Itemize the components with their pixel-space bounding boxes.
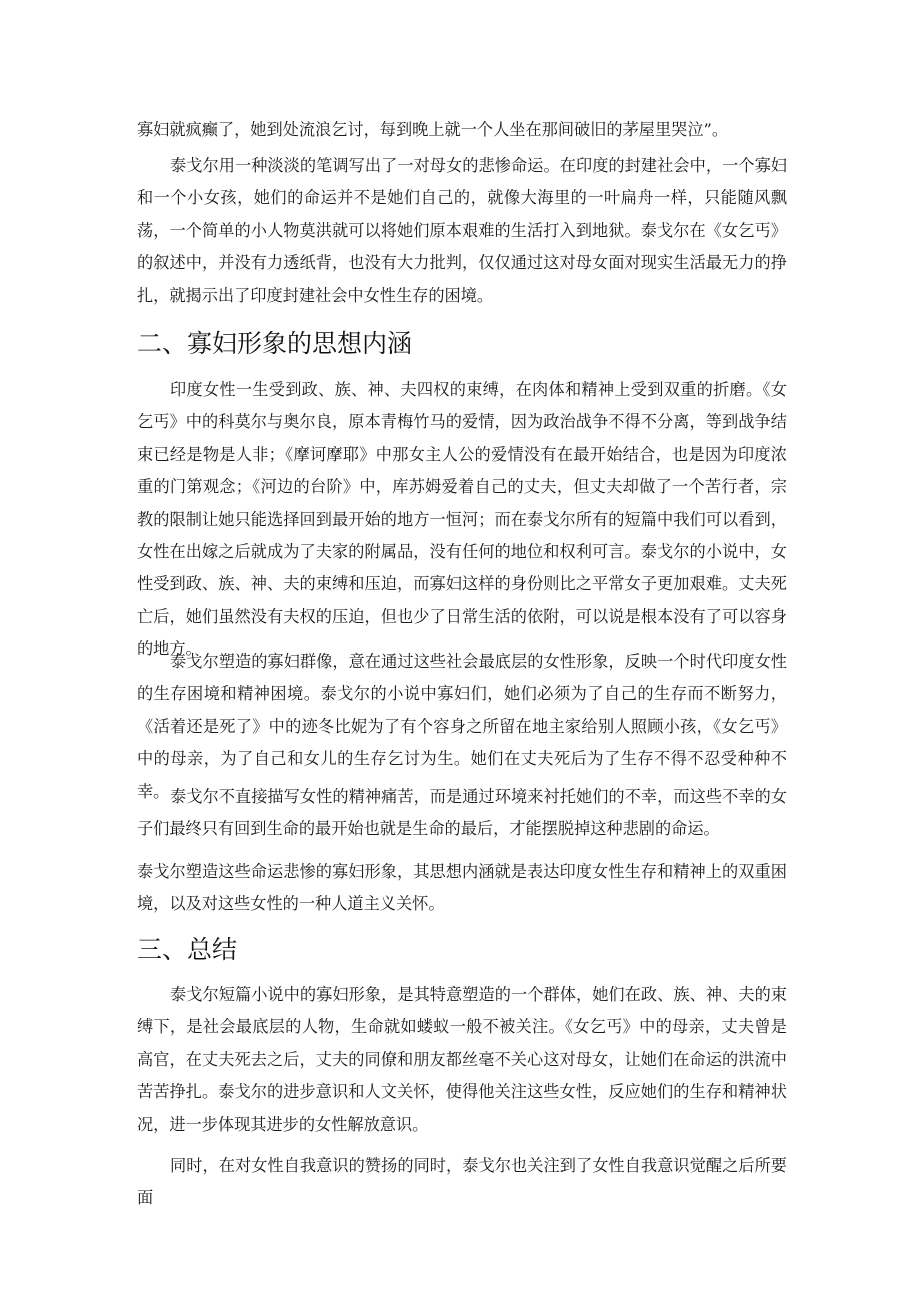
section-heading-widow-image: 二、寡妇形象的思想内涵 (137, 329, 413, 358)
paragraph-widow-group: 泰戈尔塑造的寡妇群像，意在通过这些社会最底层的女性形象，反映一个时代印度女性的生存困境和精神困境。泰戈尔的小说中寡妇们，她们必须为了自己的生存而不断努力，《活着还是死了》中的迹冬比妮为了有个容身之所留在地主家给别人照顾小孩，《女乞丐》中的母亲，为了自己和女儿的生存乞讨为生。她们在丈夫死后为了生存不得不忍受种种不幸。 (137, 652, 787, 801)
section-heading-summary: 三、总结 (137, 935, 238, 964)
paragraph-environment-contrast: 泰戈尔不直接描写女性的精神痛苦，而是通过环境来衬托她们的不幸，而这些不幸的女子们最终只有回到生命的最开始也就是生命的最后，才能摆脱掉这种悲剧的命运。 (137, 787, 787, 839)
paragraph-self-awareness: 同时，在对女性自我意识的赞扬的同时，泰戈尔也关注到了女性自我意识觉醒之后所要面 (137, 1156, 787, 1208)
paragraph-four-powers: 印度女性一生受到政、族、神、夫四权的束缚，在肉体和精神上受到双重的折磨。《女乞丐》中的科莫尔与奥尔良，原本青梅竹马的爱情，因为政治战争不得不分离，等到战争结束已经是物是人非；《摩诃摩耶》中那女主人公的爱情没有在最开始结合，也是因为印度浓重的门第观念；《河边的台阶》中，库苏姆爱着自己的丈夫，但丈夫却做了一个苦行者，宗教的限制让她只能选择回到最开始的地方一恒河；而在泰戈尔所有的短篇中我们可以看到，女性在出嫁之后就成为了夫家的附属品，没有任何的地位和权利可言。泰戈尔的小说中，女性受到政、族、神、夫的束缚和压迫，而寡妇这样的身份则比之平常女子更加艰难。丈夫死亡后，她们虽然没有夫权的压迫，但也少了日常生活的依附，可以说是根本没有了可以容身的地方。 (137, 380, 787, 659)
paragraph-mother-daughter-fate: 泰戈尔用一种淡淡的笔调写出了一对母女的悲惨命运。在印度的封建社会中，一个寡妇和一个小女孩，她们的命运并不是她们自己的，就像大海里的一叶扁舟一样，只能随风飘荡，一个简单的小人物莫洪就可以将她们原本艰难的生活打入到地狱。泰戈尔在《女乞丐》的叙述中，并没有力透纸背，也没有大力批判，仅仅通过这对母女面对现实生活最无力的挣扎，就揭示出了印度封建社会中女性生存的困境。 (137, 156, 787, 305)
paragraph-summary: 泰戈尔短篇小说中的寡妇形象，是其特意塑造的一个群体，她们在政、族、神、夫的束缚下，是社会最底层的人物，生命就如蝼蚁一般不被关注。《女乞丐》中的母亲，丈夫曾是高官，在丈夫死去之后，丈夫的同僚和朋友都丝毫不关心这对母女，让她们在命运的洪流中苦苦挣扎。泰戈尔的进步意识和人文关怀，使得他关注这些女性，反应她们的生存和精神状况，进一步体现其进步的女性解放意识。 (137, 985, 787, 1134)
paragraph-continued: 寡妇就疯癫了，她到处流浪乞讨，每到晚上就一个人坐在那间破旧的茅屋里哭泣”。 (137, 120, 729, 139)
paragraph-humanitarian-care: 泰戈尔塑造这些命运悲惨的寡妇形象，其思想内涵就是表达印度女性生存和精神上的双重困境，以及对这些女性的一种人道主义关怀。 (137, 862, 787, 914)
